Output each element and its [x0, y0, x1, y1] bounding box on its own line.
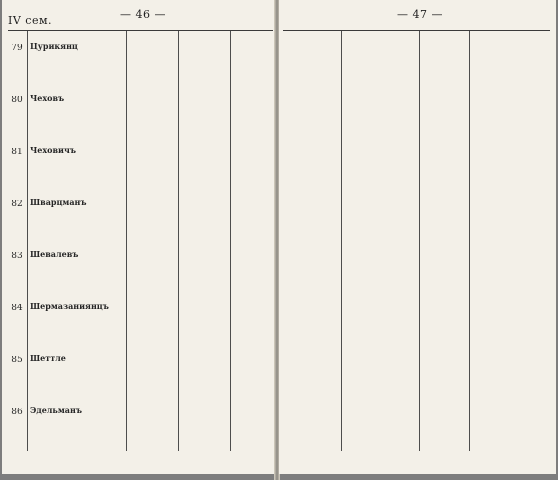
student-surname: Шеттле — [30, 354, 66, 363]
table-row — [2, 42, 275, 100]
row-number: 80 — [11, 96, 23, 105]
student-surname: Шварцманъ — [30, 198, 87, 207]
table-row — [2, 198, 275, 256]
table-row — [279, 42, 556, 100]
student-surname: Шевалевъ — [30, 250, 79, 259]
right-page — [279, 0, 556, 474]
left-top-rule — [8, 30, 273, 31]
row-number: 83 — [11, 252, 23, 261]
row-number: 84 — [11, 304, 23, 313]
student-surname: Шермазаниянцъ — [30, 302, 109, 311]
table-row — [2, 302, 275, 360]
left-page-number: — 46 — — [120, 8, 166, 21]
right-page-number: — 47 — — [397, 8, 443, 21]
row-number: 79 — [11, 44, 23, 53]
table-row — [279, 302, 556, 360]
row-number: 86 — [11, 408, 23, 417]
row-number: 85 — [11, 356, 23, 365]
table-row — [279, 94, 556, 152]
row-number: 81 — [11, 148, 23, 157]
table-row — [2, 146, 275, 204]
row-number: 82 — [11, 200, 23, 209]
table-row — [2, 406, 275, 464]
right-top-rule — [283, 30, 550, 31]
table-row — [279, 198, 556, 256]
student-surname: Цурикянц — [30, 42, 78, 51]
student-surname: Эдельманъ — [30, 406, 82, 415]
table-row — [279, 354, 556, 412]
table-row — [279, 406, 556, 464]
table-row — [2, 250, 275, 308]
table-row — [279, 250, 556, 308]
section-label: IV сем. — [8, 14, 53, 27]
student-surname: Чеховъ — [30, 94, 65, 103]
table-row — [2, 94, 275, 152]
student-surname: Чеховичъ — [30, 146, 76, 155]
left-page — [2, 0, 275, 474]
table-row — [2, 354, 275, 412]
table-row — [279, 146, 556, 204]
